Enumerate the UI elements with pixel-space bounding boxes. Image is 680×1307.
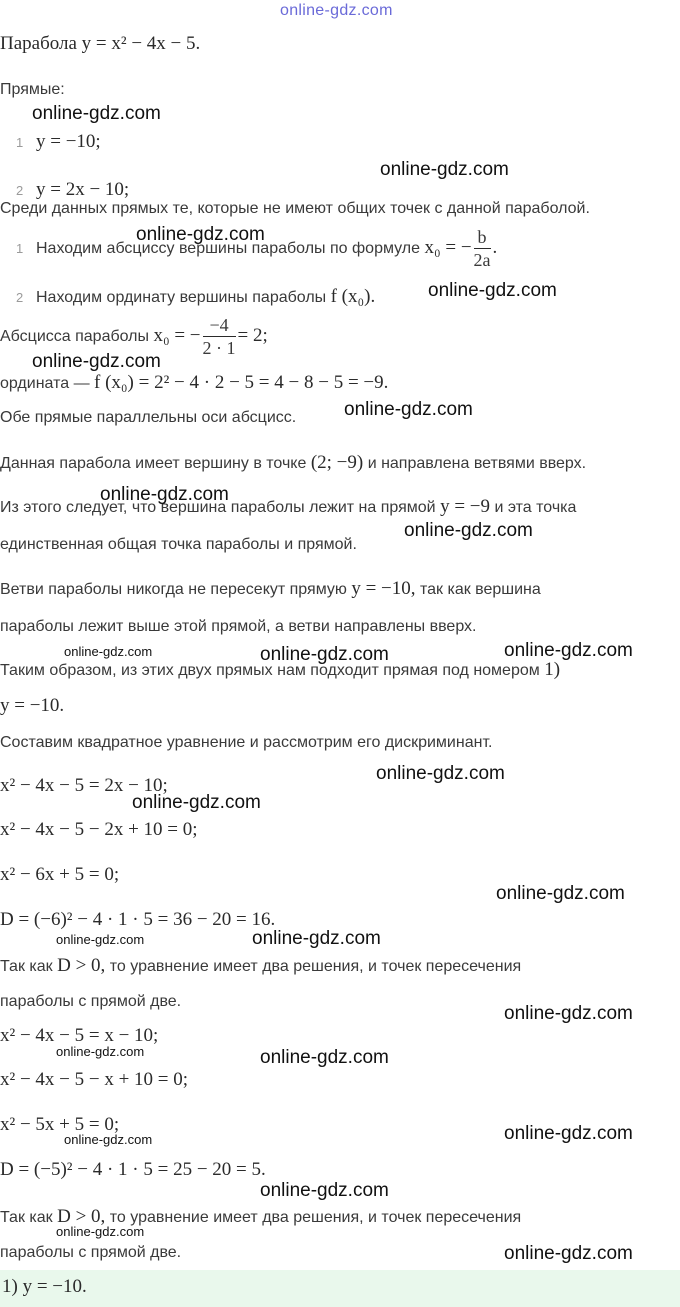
thus-text: Таким образом, из этих двух прямых нам подходит прямая под номером 1)	[0, 659, 561, 680]
watermark: online-gdz.com	[32, 103, 161, 124]
since-text-cont: параболы с прямой две.	[0, 1244, 182, 1261]
watermark: online-gdz.com	[252, 928, 381, 949]
watermark: online-gdz.com	[64, 1132, 153, 1147]
follows-text-cont: единственная общая точка параболы и прямой.	[0, 536, 357, 553]
answer-box: 1) y = −10.	[0, 1270, 680, 1307]
watermark: online-gdz.com	[56, 1224, 145, 1239]
watermark: online-gdz.com	[404, 520, 533, 541]
watermark: online-gdz.com	[380, 159, 509, 180]
vertex-text: Данная парабола имеет вершину в точке (2; −9) и направлена ветвями вверх.	[0, 452, 587, 473]
watermark: online-gdz.com	[504, 640, 633, 661]
watermark: online-gdz.com	[32, 351, 161, 372]
ordinate-line: ордината — f (x₀) = 2² − 4 · 2 − 5 = 4 − 8 − 5 = −9.	[0, 372, 389, 393]
equation: x² − 6x + 5 = 0;	[0, 864, 120, 885]
watermark: online-gdz.com	[504, 1003, 633, 1024]
watermark: online-gdz.com	[56, 1044, 145, 1059]
since-text: Так как D > 0, то уравнение имеет два решения, и точек пересечения	[0, 955, 522, 976]
watermark: online-gdz.com	[344, 399, 473, 420]
thus-eq: y = −10.	[0, 695, 65, 716]
watermark: online-gdz.com	[496, 883, 625, 904]
watermark: online-gdz.com	[260, 1047, 389, 1068]
list-item: 1 y = −10;	[16, 131, 101, 152]
task-text: Среди данных прямых те, которые не имеют общих точек с данной параболой.	[0, 200, 590, 217]
watermark: online-gdz.com	[132, 792, 261, 813]
watermark: online-gdz.com	[376, 763, 505, 784]
watermark: online-gdz.com	[100, 484, 229, 505]
watermark: online-gdz.com	[136, 224, 265, 245]
equation: x² − 4x − 5 = 2x − 10;	[0, 775, 168, 796]
follows-text: Из этого следует, что вершина параболы лежит на прямой y = −9 и эта точка	[0, 496, 577, 517]
branches-text-cont: параболы лежит выше этой прямой, а ветви направлены вверх.	[0, 618, 477, 635]
since-text-cont: параболы с прямой две.	[0, 993, 182, 1010]
parabola-line: Парабола y = x² − 4x − 5.	[0, 33, 201, 54]
equation: x² − 4x − 5 − x + 10 = 0;	[0, 1069, 189, 1090]
branches-text: Ветви параболы никогда не пересекут прямую y = −10, так как вершина	[0, 578, 541, 599]
watermark: online-gdz.com	[280, 2, 393, 19]
watermark: online-gdz.com	[260, 644, 389, 665]
watermark: online-gdz.com	[428, 280, 557, 301]
equation: x² − 4x − 5 − 2x + 10 = 0;	[0, 819, 198, 840]
list-item: 2 y = 2x − 10;	[16, 179, 130, 200]
equation: D = (−5)² − 4 · 1 · 5 = 25 − 20 = 5.	[0, 1159, 266, 1180]
watermark: online-gdz.com	[64, 644, 153, 659]
abscissa-line: Абсцисса параболы x₀ = − $\frac{-4}{2 \cdot 1}$ = 2;	[0, 315, 268, 359]
fraction: $\frac{b}{2a}$	[473, 227, 491, 271]
parallel-text: Обе прямые параллельны оси абсцисс.	[0, 409, 297, 426]
step-2: 2 Находим ординату вершины параболы f (x₀).	[16, 286, 376, 307]
fraction: $\frac{-4}{2 \cdot 1}$	[202, 315, 236, 359]
compose-text: Составим квадратное уравнение и рассмотрим его дискриминант.	[0, 734, 493, 751]
equation: D = (−6)² − 4 · 1 · 5 = 36 − 20 = 16.	[0, 909, 276, 930]
since-text: Так как D > 0, то уравнение имеет два решения, и точек пересечения	[0, 1206, 522, 1227]
watermark: online-gdz.com	[56, 932, 145, 947]
equation: x² − 4x − 5 = x − 10;	[0, 1025, 159, 1046]
watermark: online-gdz.com	[504, 1123, 633, 1144]
lines-heading: Прямые:	[0, 81, 65, 98]
equation: x² − 5x + 5 = 0;	[0, 1114, 120, 1135]
watermark: online-gdz.com	[504, 1243, 633, 1264]
step-1: 1 Находим абсциссу вершины параболы по формуле x₀ = − $\frac{b}{2a}$ .	[16, 227, 498, 271]
watermark: online-gdz.com	[260, 1180, 389, 1201]
